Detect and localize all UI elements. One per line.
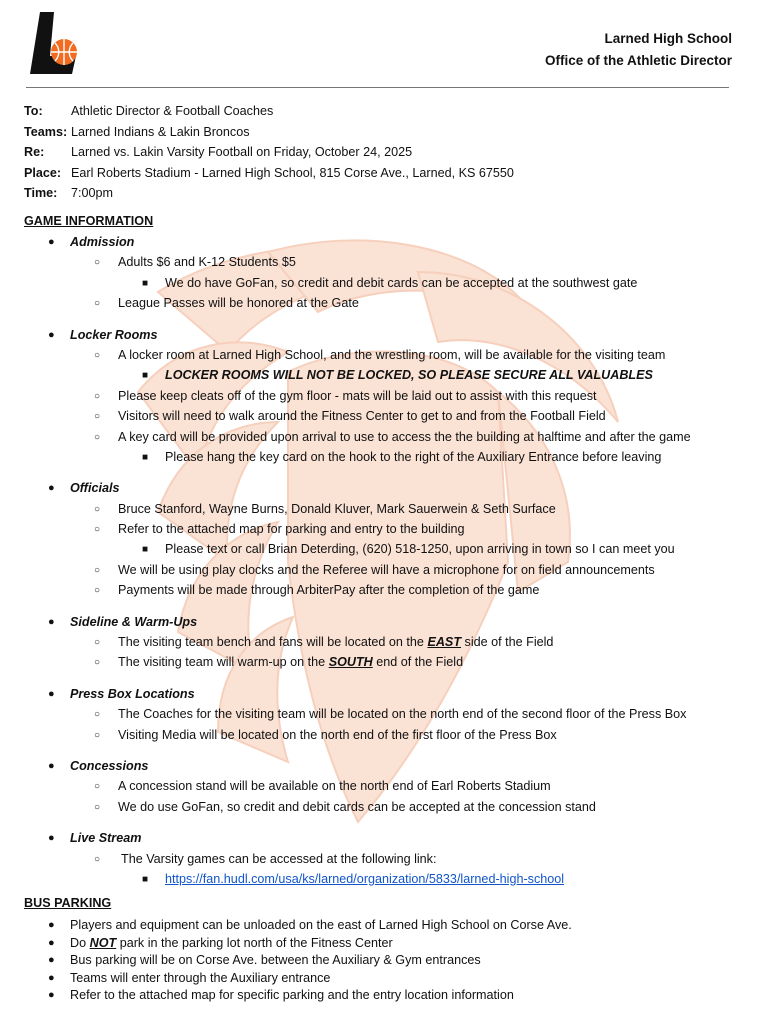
header-divider — [26, 87, 729, 88]
meta-row-place — [24, 165, 514, 186]
bus-item: Teams will enter through the Auxiliary entrance — [70, 970, 331, 985]
list-item: ● Live Stream — [48, 831, 142, 846]
concessions-heading: Concessions — [70, 758, 149, 773]
sideline-warmup: The visiting team will warm-up on the SOUTH end of the Field — [118, 655, 464, 670]
list-item: ● Officials — [48, 481, 120, 496]
list-item: ■ Please hang the key card on the hook to the right of the Auxiliary Entrance before leaving — [142, 449, 662, 464]
meta-row-to — [24, 103, 514, 124]
meta-row-time — [24, 185, 514, 206]
officials-payments: Payments will be made through ArbiterPay after the completion of the game — [118, 583, 540, 598]
meta-row-re — [24, 144, 514, 165]
meta-row-teams — [24, 124, 514, 145]
list-item: ○ We do use GoFan, so credit and debit cards can be accepted at the concession stand — [94, 799, 596, 814]
meta-value: 7:00pm — [71, 186, 114, 200]
admission-heading: Admission — [70, 235, 135, 249]
list-item: ○ Refer to the attached map for parking and entry to the building — [94, 522, 465, 537]
officials-names: Bruce Stanford, Wayne Burns, Donald Kluver, Mark Sauerwein & Seth Surface — [118, 501, 556, 516]
pressbox-coaches: The Coaches for the visiting team will be located on the north end of the second floor of the Press Box — [118, 707, 687, 722]
office-name: Office of the Athletic Director — [544, 53, 732, 68]
list-item: ● Press Box Locations — [48, 686, 195, 701]
bus-item: Players and equipment can be unloaded on the east of Larned High School on Corse Ave. — [70, 918, 572, 932]
admission-gofan: We do have GoFan, so credit and debit cards can be accepted at the southwest gate — [165, 275, 638, 290]
meta-value: Larned vs. Lakin Varsity Football on Friday, October 24, 2025 — [71, 145, 413, 159]
livestream-heading: Live Stream — [70, 831, 142, 846]
meta-label: Re: — [24, 145, 45, 159]
locker-item: A locker room at Larned High School, and the wrestling room, will be available for the visiting team — [118, 347, 666, 362]
list-item: ● Teams will enter through the Auxiliary entrance — [48, 970, 331, 985]
officials-clocks: We will be using play clocks and the Referee will have a microphone for on field announcements — [118, 562, 655, 577]
pressbox-media: Visiting Media will be located on the north end of the first floor of the Press Box — [118, 727, 557, 742]
list-item: ○ Bruce Stanford, Wayne Burns, Donald Kluver, Mark Sauerwein & Seth Surface — [94, 501, 556, 516]
bus-item: Refer to the attached map for specific parking and the entry location information — [70, 988, 514, 1003]
pressbox-heading: Press Box Locations — [70, 686, 195, 701]
list-item: ○ League Passes will be honored at the Gate — [94, 296, 359, 311]
list-item: ● Concessions — [48, 758, 149, 773]
list-item: ● Sideline & Warm-Ups — [48, 614, 198, 629]
meta-label: Teams: — [24, 124, 68, 139]
officials-contact: Please text or call Brian Deterding, (620) 518-1250, upon arriving in town so I can meet you — [165, 542, 675, 557]
memo-meta — [24, 103, 514, 206]
list-item: ○ A key card will be provided upon arrival to use to access the the building at halftime and after the game — [94, 429, 691, 444]
school-name: Larned High School — [604, 31, 732, 46]
bus-item: Bus parking will be on Corse Ave. between the Auxiliary & Gym entrances — [70, 953, 481, 968]
list-item: ○ Please keep cleats off of the gym floor - mats will be laid out to assist with this request — [94, 388, 597, 403]
list-item: ○ The Varsity games can be accessed at the following link: — [94, 851, 437, 866]
bus-parking-list — [0, 918, 765, 1006]
admission-prices: Adults $6 and K-12 Students $5 — [118, 255, 296, 270]
livestream-link[interactable]: https://fan.hudl.com/usa/ks/larned/organization/5833/larned-high-school — [165, 871, 565, 886]
list-item: ■ Please text or call Brian Deterding, (620) 518-1250, upon arriving in town so I can meet you — [142, 542, 675, 557]
locker-heading: Locker Rooms — [70, 327, 158, 342]
officials-heading: Officials — [70, 481, 120, 496]
list-item: ■ https://fan.hudl.com/usa/ks/larned/organization/5833/larned-high-school — [142, 871, 565, 886]
list-item: ○ Adults $6 and K-12 Students $5 — [94, 255, 296, 270]
meta-label: To: — [24, 104, 43, 118]
list-item: ● Admission — [48, 235, 135, 249]
list-item: ○ A concession stand will be available on the north end of Earl Roberts Stadium — [94, 779, 551, 794]
list-item: ■ We do have GoFan, so credit and debit cards can be accepted at the southwest gate — [142, 275, 638, 290]
meta-value: Athletic Director & Football Coaches — [71, 104, 274, 118]
meta-value: Larned Indians & Lakin Broncos — [71, 124, 250, 139]
locker-keycard: Please hang the key card on the hook to the right of the Auxiliary Entrance before leaving — [165, 449, 662, 464]
list-item: ● Do NOT park in the parking lot north of the Fitness Center — [48, 935, 393, 950]
meta-label: Time: — [24, 186, 58, 200]
list-item: ○ The Coaches for the visiting team will be located on the north end of the second floor of the Press Box — [94, 707, 687, 722]
concessions-stand: A concession stand will be available on the north end of Earl Roberts Stadium — [118, 779, 551, 794]
game-info-heading: GAME INFORMATION — [24, 214, 154, 228]
locker-item: Visitors will need to walk around the Fitness Center to get to and from the Football Field — [118, 409, 606, 424]
officials-map: Refer to the attached map for parking and entry to the building — [118, 522, 465, 537]
meta-value: Earl Roberts Stadium - Larned High School, 815 Corse Ave., Larned, KS 67550 — [71, 165, 514, 180]
list-item: ○ Visiting Media will be located on the north end of the first floor of the Press Box — [94, 727, 557, 742]
locker-warning: LOCKER ROOMS WILL NOT BE LOCKED, SO PLEASE SECURE ALL VALUABLES — [165, 368, 653, 383]
list-item: ○ The visiting team bench and fans will be located on the EAST side of the Field — [94, 635, 554, 650]
list-item: ● Locker Rooms — [48, 327, 158, 342]
list-item: ○ Visitors will need to walk around the Fitness Center to get to and from the Football Field — [94, 409, 606, 424]
locker-item: Please keep cleats off of the gym floor - mats will be laid out to assist with this request — [118, 388, 597, 403]
list-item: ● Bus parking will be on Corse Ave. between the Auxiliary & Gym entrances — [48, 953, 481, 968]
list-item: ■ LOCKER ROOMS WILL NOT BE LOCKED, SO PLEASE SECURE ALL VALUABLES — [142, 368, 653, 383]
bus-item: Do NOT park in the parking lot north of the Fitness Center — [70, 935, 393, 950]
list-item: ○ Payments will be made through ArbiterPay after the completion of the game — [94, 583, 540, 598]
school-logo-icon — [26, 12, 80, 78]
list-item: ● Refer to the attached map for specific parking and the entry location information — [48, 988, 514, 1003]
locker-item: A key card will be provided upon arrival to use to access the the building at halftime and after the game — [118, 429, 691, 444]
sideline-bench: The visiting team bench and fans will be located on the EAST side of the Field — [118, 635, 554, 650]
list-item: ○ The visiting team will warm-up on the SOUTH end of the Field — [94, 655, 464, 670]
sideline-heading: Sideline & Warm-Ups — [70, 614, 198, 629]
concessions-gofan: We do use GoFan, so credit and debit cards can be accepted at the concession stand — [118, 799, 596, 814]
admission-league: League Passes will be honored at the Gate — [118, 296, 359, 311]
list-item: ● Players and equipment can be unloaded on the east of Larned High School on Corse Ave. — [48, 918, 572, 932]
livestream-text: The Varsity games can be accessed at the following link: — [121, 851, 437, 866]
meta-label: Place: — [24, 165, 62, 180]
list-item: ○ A locker room at Larned High School, and the wrestling room, will be available for the visiting team — [94, 347, 666, 362]
list-item: ○ We will be using play clocks and the Referee will have a microphone for on field announcements — [94, 562, 655, 577]
bus-parking-heading: BUS PARKING — [24, 896, 112, 910]
game-info-list — [0, 234, 765, 891]
